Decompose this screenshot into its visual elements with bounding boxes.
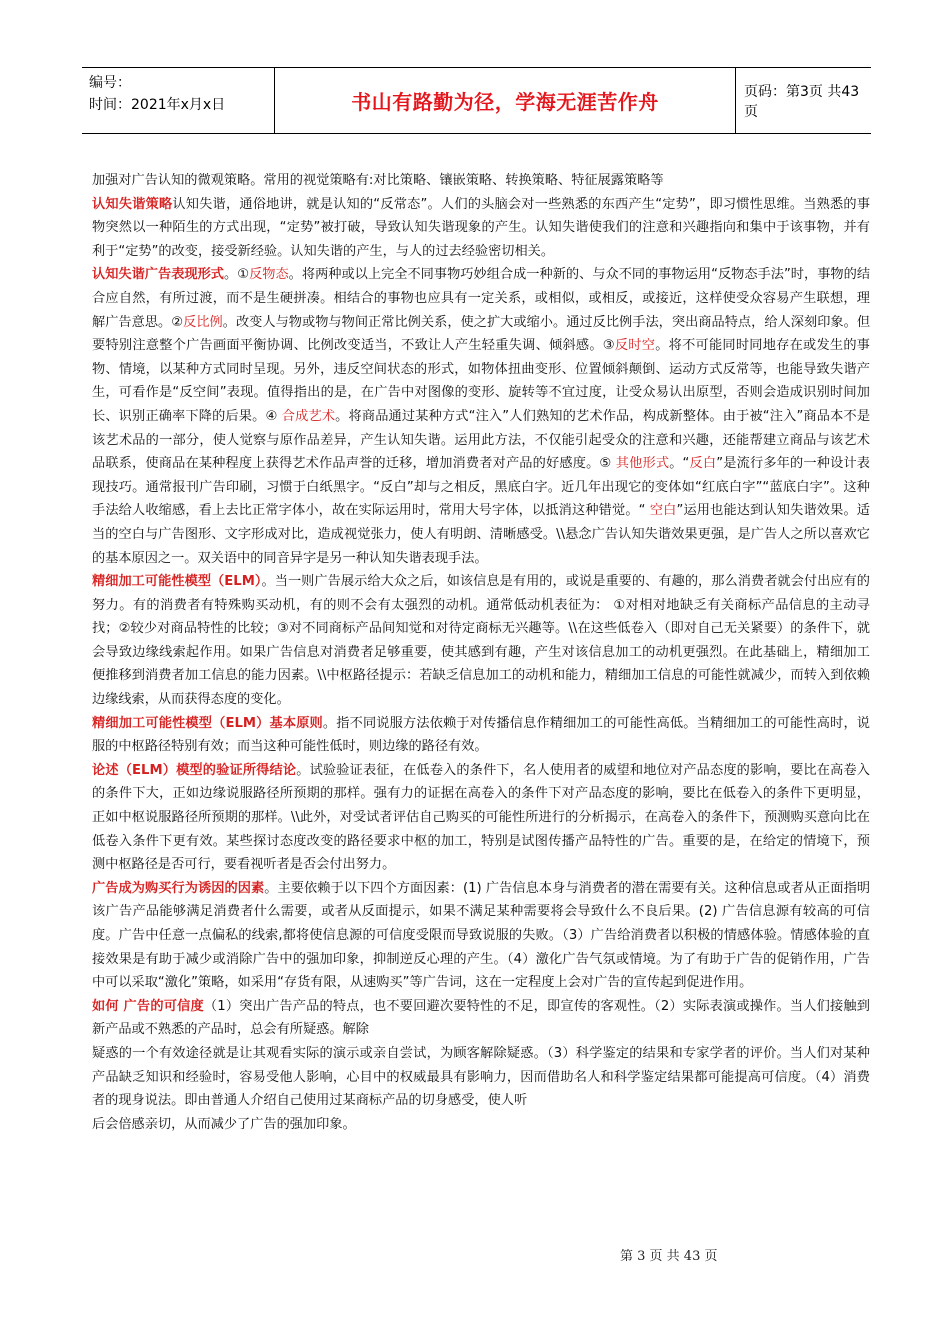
date-label: 时间：2021年x月x日 [89,97,226,113]
highlighted-term: 广告成为购买行为诱因的因素 [92,880,265,896]
paragraph [92,877,870,995]
paragraph-text: 。当一则广告展示给大众之后，如该信息是有用的，或说是重要的、有趣的，那么消费者就会付出应有的努力。有的消费者有特殊购买动机，有的则不会有太强烈的动机。通常低动机表征为： ①对相对地缺乏有关商标产品信息的主动寻找；②较少对商品特性的比较；③对不同商标产品间知觉和对待定商标无兴趣等。\\在这些低卷入（即对自己无关紧要）的条件下，就会导致边缘线索起作用。如果广告信息对消费者足够重要，使其感到有趣，产生对该信息加工的动机更强烈。在此基础上，精细加工便推移到消费者加工信息的能力因素。\\中枢路径提示：若缺乏信息加工的动机和能力，精细加工信息的可能性就减少，而转入到依赖边缘线索，从而获得态度的变化。 [92,574,870,708]
paragraph-text: 。“ [669,456,690,472]
highlighted-term: 精细加工可能性模型（ELM）基本原则 [92,715,323,731]
paragraph [92,193,870,264]
paragraph-text: 。将两种或以上完全不同事物巧妙组合成一种新的、与众不同的事物运用“反物态手法”时，事物的结合应自然，有所过渡，而不是生硬拼凑。相结合的事物也应具有一定关系，或相似，或相反，或接近，这样使受众容易产生联想，理解广告意思。② [92,267,871,330]
paragraph [92,263,870,570]
highlighted-term: 精细加工可能性模型（ELM） [92,574,262,590]
paragraph-text: 。改变人与物或物与物间正常比例关系，使之扩大或缩小。通过反比例手法，突出商品特点，给人深刻印象。但要特别注意整个广告画面平衡协调、比例改变适当，不致让人产生轻重失调、倾斜感。③ [92,314,871,354]
paragraph-text: （1）突出广告产品的特点，也不要回避次要特性的不足，即宣传的客观性。（2）实际表演或操作。当人们接触到新产品或不熟悉的产品时，总会有所疑惑。解除 [92,998,870,1038]
paragraph-text: 。① [224,267,250,283]
header-table [82,67,871,134]
paragraph-text: 加强对广告认知的微观策略。常用的视觉策略有:对比策略、镶嵌策略、转换策略、特征展露策略等 [92,173,664,188]
highlighted-term: 空白 [649,503,677,519]
highlighted-term: 反物态 [249,267,289,283]
paragraph-text: 认知失谐，通俗地讲，就是认知的“反常态”。人们的头脑会对一些熟悉的东西产生“定势”，即习惯性思维。当熟悉的事物突然以一种陌生的方式出现，“定势”被打破，导致认知失谐现象的产生。认知失谐使我们的注意和兴趣指向和集中于该事物，并有利于“定势”的改变，接受新经验。认知失谐的产生，与人的过去经验密切相关。 [92,196,871,259]
paragraph-text: ”是流行多年的一种设计表现技巧。通常报刊广告印刷，习惯于白纸黑字。“反白”却与之相反，黑底白字。近几年出现它的变体如“红底白字”“蓝底白字”。这种手法给人收缩感，看上去比正常字体小，故在实际运用时，常用大号字体，以抵消这种错觉。“ [92,456,870,519]
paragraph-text: ”运用也能达到认知失谐效果。适当的空白与广告图形、文字形成对比，造成视觉张力，使人有明朗、清晰感受。\\悬念广告认知失谐效果更强，是广告人之所以喜欢它的基本原因之一。双关语中的同音异字是另一种认知失谐表现手法。 [92,503,870,566]
page-footer: 第 3 页 共 43 页 [620,1249,718,1264]
paragraph-text: 后会倍感亲切，从而减少了广告的强加印象。 [92,1116,356,1132]
highlighted-term: 论述（ELM）模型的验证所得结论 [92,762,297,778]
paragraph-text: 。指不同说服方法依赖于对传播信息作精细加工的可能性高低。当精细加工的可能性高时，说服的中枢路径特别有效；而当这种可能性低时，则边缘的路径有效。 [92,715,870,755]
paragraph [92,1042,870,1113]
highlighted-term: 其他形式 [615,456,670,472]
paragraph [92,995,870,1042]
paragraph [92,759,870,877]
number-label: 编号： [89,75,131,91]
highlighted-term: 认知失谐策略 [92,196,173,212]
highlighted-term: 合成艺术 [281,408,336,424]
motto: 书山有路勤为径，学海无涯苦作舟 [275,68,736,133]
paragraph [92,712,870,759]
document-body [92,169,870,1136]
highlighted-term: 反时空 [614,338,656,354]
paragraph-text: 。主要依赖于以下四个方面因素：(1) 广告信息本身与消费者的潜在需要有关。这种信息或者从正面指明该广告产品能够满足消费者什么需要，或者从反面提示，如果不满足某种需要将会导致什么不良后果。(2) 广告信息源有较高的可信度。广告中任意一点偏私的线索,都将使信息源的可信度受限而导致说服的失败。（3）广告给消费者以积极的情感体验。情感体验的直接效果是有助于减少或消除广告中的强加印象，抑制逆反心理的产生。（4）激化广告气氛或情境。为了有助于广告的促销作用，广告中可以采取“激化”策略，如采用“存货有限，从速购买”等广告词，这在一定程度上会对广告的宣传起到促进作用。 [92,880,871,991]
paragraph [92,1113,870,1137]
page-info: 页码：第3页 共43页 [744,83,860,120]
highlighted-term: 如何 广告的可信度 [92,998,204,1014]
paragraph-text: 疑惑的一个有效途径就是让其观看实际的演示或亲自尝试，为顾客解除疑惑。（3）科学鉴定的结果和专家学者的评价。当人们对某种产品缺乏知识和经验时，容易受他人影响，心目中的权威最具有影响力，因而借助名人和科学鉴定结果都可能提高可信度。（4）消费者的现身说法。即由普通人介绍自己使用过某商标产品的切身感受，使人听 [92,1045,870,1109]
paragraph-text: 。试验验证表征，在低卷入的条件下，名人使用者的威望和地位对产品态度的影响，要比在高卷入的条件下大，正如边缘说服路径所预期的那样。强有力的证据在高卷入的条件下对产品态度的影响，要比在低卷入的条件下更明显，正如中枢说服路径所预期的那样。\\此外，对受试者评估自己购买的可能性所进行的分析揭示，在高卷入的条件下，预测购买意向比在低卷入条件下更有效。某些探讨态度改变的路径要求中枢的加工，特别是试图传播产品特性的广告。重要的是，在给定的情境下，预测中枢路径是否可行，要看视听者是否会付出努力。 [92,762,870,873]
header-meta [82,68,275,133]
highlighted-term: 认知失谐广告表现形式 [92,267,225,283]
highlighted-term: 反白 [689,456,717,472]
paragraph-text: 。将不可能同时同地存在或发生的事物、情境，以某种方式同时呈现。另外，违反空间状态的形式，如物体扭曲变形、位置倾斜颠倒、运动方式反常等，也能导致失谐产生，可看作是“反空间”表现。值得指出的是，在广告中对图像的变形、旋转等不宜过度，让受众易认出原型，否则会造成识别时间加长、识别正确率下降的后果。④ [92,338,870,424]
paragraph-text: 。将商品通过某种方式“注入”人们熟知的艺术作品，构成新整体。由于被“注入”商品本不是该艺术品的一部分，使人觉察与原作品差异，产生认知失谐。运用此方法，不仅能引起受众的注意和兴趣，还能帮建立商品与该艺术品联系，使商品在某种程度上获得艺术作品声誉的迁移，增加消费者对产品的好感度。⑤ [92,408,871,472]
paragraph [92,570,870,712]
highlighted-term: 反比例 [183,314,223,330]
paragraph [92,169,870,193]
